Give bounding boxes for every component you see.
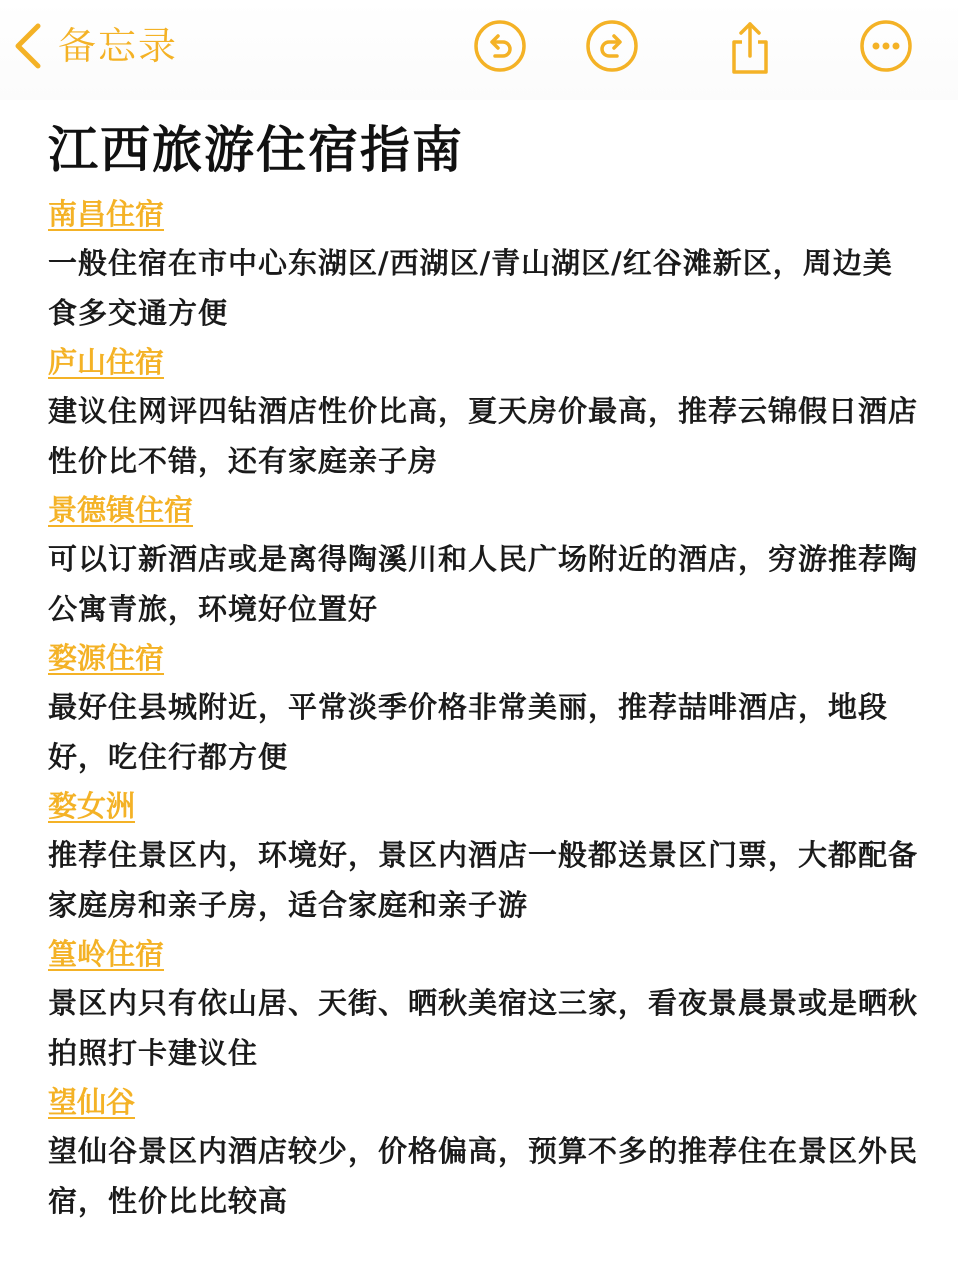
section-heading-link[interactable]: 景德镇住宿 bbox=[48, 493, 194, 527]
redo-button[interactable] bbox=[584, 18, 640, 74]
section-wangxiangu bbox=[48, 1078, 918, 1226]
section-huangling bbox=[48, 930, 918, 1078]
section-text: 最好住县城附近，平常淡季价格非常美丽，推荐喆啡酒店，地段好，吃住行都方便 bbox=[48, 690, 889, 774]
section-text: 可以订新酒店或是离得陶溪川和人民广场附近的酒店，穷游推荐陶公寓青旅，环境好位置好 bbox=[48, 542, 919, 626]
section-heading-link[interactable]: 篁岭住宿 bbox=[48, 937, 165, 971]
back-button[interactable] bbox=[12, 18, 178, 74]
section-jingdezhen bbox=[48, 486, 918, 634]
section-text: 建议住网评四钻酒店性价比高，夏天房价最高，推荐云锦假日酒店性价比不错，还有家庭亲子房 bbox=[48, 394, 919, 478]
section-wunvzhou bbox=[48, 782, 918, 930]
more-button[interactable] bbox=[858, 18, 914, 74]
section-nanchang bbox=[48, 190, 918, 338]
note-body[interactable] bbox=[48, 110, 918, 1226]
section-text: 望仙谷景区内酒店较少，价格偏高，预算不多的推荐住在景区外民宿，性价比比较高 bbox=[48, 1134, 919, 1218]
section-heading-link[interactable]: 婺女洲 bbox=[48, 789, 136, 823]
section-text: 推荐住景区内，环境好，景区内酒店一般都送景区门票，大都配备家庭房和亲子房，适合家庭和亲子游 bbox=[48, 838, 919, 922]
note-title: 江西旅游住宿指南 bbox=[48, 121, 464, 179]
share-button[interactable] bbox=[722, 18, 778, 74]
share-icon bbox=[722, 18, 778, 78]
section-heading-link[interactable]: 婺源住宿 bbox=[48, 641, 165, 675]
section-text: 一般住宿在市中心东湖区/西湖区/青山湖区/红谷滩新区，周边美食多交通方便 bbox=[48, 246, 893, 330]
undo-icon bbox=[472, 18, 528, 74]
redo-icon bbox=[584, 18, 640, 74]
back-label: 备忘录 bbox=[58, 24, 179, 68]
section-heading-link[interactable]: 望仙谷 bbox=[48, 1085, 136, 1119]
undo-button[interactable] bbox=[472, 18, 528, 74]
section-lushan bbox=[48, 338, 918, 486]
chevron-left-icon bbox=[12, 22, 44, 70]
section-heading-link[interactable]: 南昌住宿 bbox=[48, 197, 165, 231]
section-wuyuan bbox=[48, 634, 918, 782]
section-text: 景区内只有依山居、天街、晒秋美宿这三家，看夜景晨景或是晒秋拍照打卡建议住 bbox=[48, 986, 919, 1070]
more-icon bbox=[858, 18, 914, 74]
section-heading-link[interactable]: 庐山住宿 bbox=[48, 345, 165, 379]
navigation-bar bbox=[0, 0, 958, 100]
